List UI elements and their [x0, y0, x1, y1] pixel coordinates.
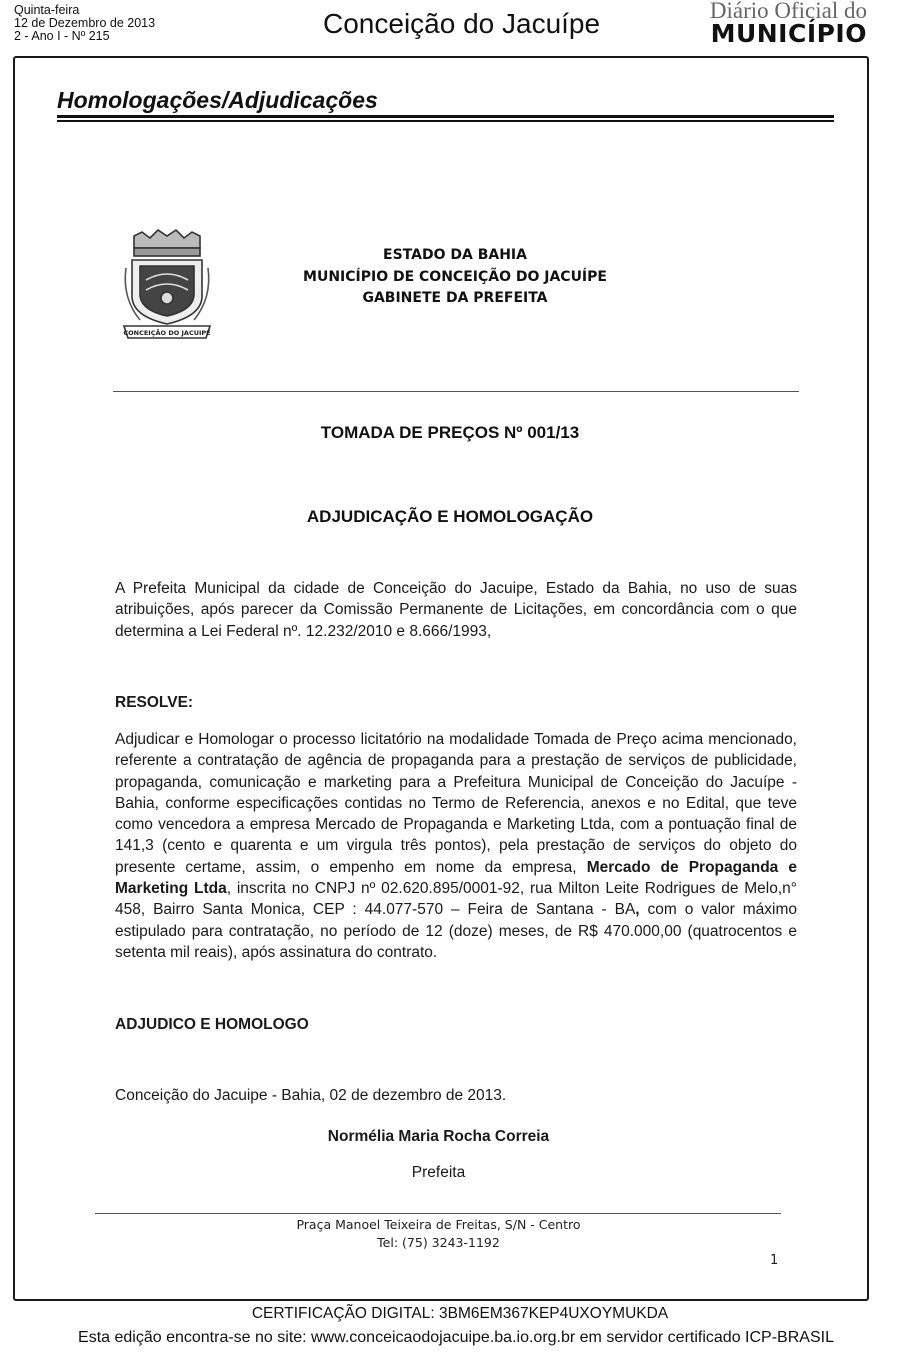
footer-address: Praça Manoel Teixeira de Freitas, S/N - Centro [296, 1217, 581, 1232]
coat-banner-text: CONCEIÇÃO DO JACUIPE [123, 329, 211, 337]
coat-of-arms-icon [120, 228, 214, 342]
edition-info [14, 4, 155, 43]
body-text-part1: Adjudicar e Homologar o processo licitatório na modalidade Tomada de Preço acima mencionado, referente a contratação de agência de propaganda para a prestação de serviços de publicidade, propaganda, comunicação e marketing para a Prefeitura Municipal de Conceição do Jacuípe - Bahia, conforme especificações contidas no Termo de Referencia, anexos e no Edital, que teve como vencedora a empresa Mercado de Propaganda e Marketing Ltda, com a pontuação final de 141,3 (cento e quarenta e um virgula três pontos), pela prestação de serviços do objeto do presente certame, assim, o empenho em nome da empresa, [115, 731, 797, 876]
page-number: 1 [770, 1253, 779, 1268]
title-rule [57, 115, 834, 118]
institution-header [250, 245, 660, 310]
section-title: Homologações/Adjudicações [57, 87, 378, 113]
intro-paragraph: A Prefeita Municipal da cidade de Conceição do Jacuipe, Estado da Bahia, no uso de suas atribuições, após parecer da Comissão Permanente de Licitações, em concordância com o que determina a Lei Federal nº. 12.232/2010 e 8.666/1993, [115, 580, 797, 640]
body-paragraph [115, 729, 797, 963]
issue-date: 12 de Dezembro de 2013 [14, 16, 156, 30]
footer-phone: Tel: (75) 3243-1192 [377, 1235, 500, 1250]
resolve-heading: RESOLVE: [115, 694, 194, 711]
city-title: Conceição do Jacuípe [323, 8, 601, 39]
document-title: TOMADA DE PREÇOS Nº 001/13 [320, 423, 580, 442]
masthead [0, 0, 900, 52]
body-comma: , [635, 901, 640, 919]
body-text-part2: , inscrita no CNPJ nº 02.620.895/0001-92, rua Milton Leite Rodrigues de Melo,n° 458, Bairro Santa Monica, CEP : 44.077-570 – Feira de Santana - BA [115, 880, 797, 919]
municipality-name: MUNICÍPIO DE CONCEIÇÃO DO JACUÍPE [303, 268, 607, 285]
site-notice: Esta edição encontra-se no site: www.conceicaodojacuipe.ba.io.org.br em servidor certificado ICP-BRASIL [78, 1329, 834, 1346]
adjudico-heading: ADJUDICO E HOMOLOGO [115, 1016, 309, 1033]
document-subtitle: ADJUDICAÇÃO E HOMOLOGAÇÃO [306, 507, 594, 526]
office-name: GABINETE DA PREFEITA [362, 290, 548, 306]
footer-contact [0, 1216, 877, 1252]
place-date: Conceição do Jacuipe - Bahia, 02 de dezembro de 2013. [115, 1087, 507, 1104]
company-name: Mercado de Propaganda e Marketing Ltda [115, 858, 797, 898]
header-divider [113, 391, 799, 392]
footer-divider [95, 1213, 781, 1214]
weekday: Quinta-feira [14, 3, 80, 17]
state-name: ESTADO DA BAHIA [383, 247, 527, 263]
logo-top-text: Diário Oficial do [709, 0, 867, 23]
signer-name: Normélia Maria Rocha Correia [327, 1128, 550, 1145]
body-text-part3: com o valor máximo estipulado para contratação, no período de 12 (doze) meses, de R$ 470.000,00 (quatrocentos e setenta mil reais), após assinatura do contrato. [115, 901, 798, 961]
digital-certification: CERTIFICAÇÃO DIGITAL: 3BM6EM367KEP4UXOYMUKDA [251, 1305, 669, 1322]
title-rule-secondary [57, 120, 834, 122]
diario-oficial-logo [697, 0, 867, 46]
logo-bottom-text: MUNICÍPIO [710, 19, 867, 48]
signer-role: Prefeita [411, 1164, 466, 1181]
edition-number: 2 - Ano I - Nº 215 [14, 29, 110, 43]
